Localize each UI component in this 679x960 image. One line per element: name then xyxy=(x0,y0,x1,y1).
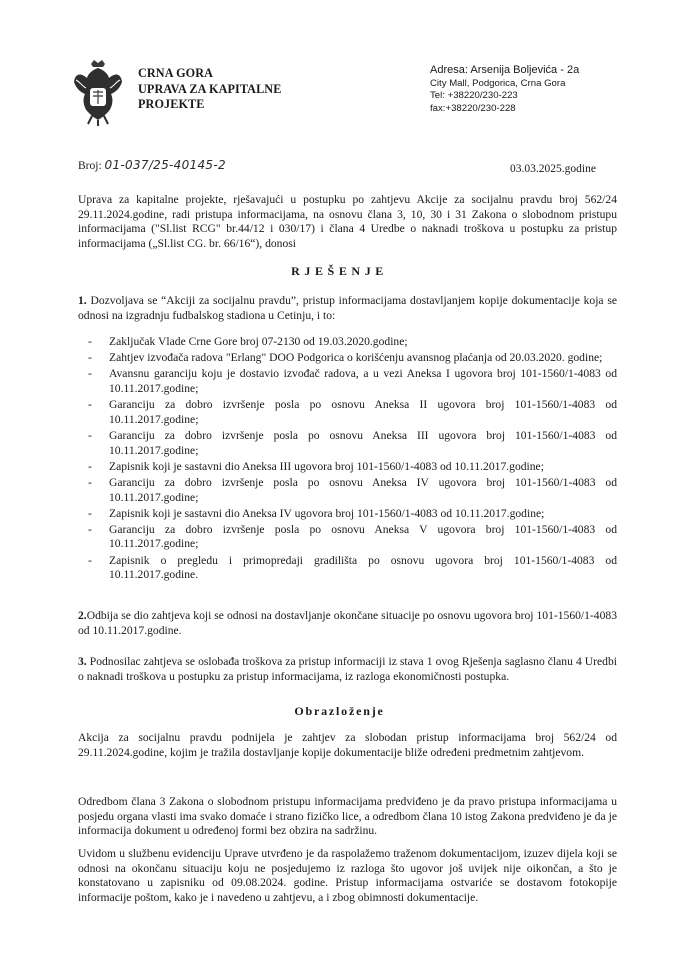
decision-heading: RJEŠENJE xyxy=(291,264,388,278)
point-2: 2.Odbija se dio zahtjeva koji se odnosi na dostavljanje okončane situacije po osnovu ugovora broj 101-1560/1-4083 od 10.11.2017.godine. xyxy=(78,609,617,637)
reasoning-paragraph: Odredbom člana 3 Zakona o slobodnom pristupu informacijama predviđeno je da pravo pristupa informacijama u posjedu organa vlasti ima svako domaće i strano fizičko lice, a odredbom člana 10 istog Zakona predviđeno je da je informacija dokument u određenoj formi bez obzira na sadržinu. xyxy=(78,795,617,838)
list-item: - Avansnu garanciju koju je dostavio izvođač radova, a u vezi Aneksa I ugovora broj 101-1560/1-4083 od 10.11.2017.godine; xyxy=(88,367,617,396)
list-item: - Garanciju za dobro izvršenje posla po osnovu Aneksa II ugovora broj 101-1560/1-4083 od 10.11.2017.godine; xyxy=(88,398,617,427)
list-item: - Garanciju za dobro izvršenje posla po osnovu Aneksa IV ugovora broj 101-1560/1-4083 od 10.11.2017.godine; xyxy=(88,476,617,505)
list-item: - Garanciju za dobro izvršenje posla po osnovu Aneksa V ugovora broj 101-1560/1-4083 od 10.11.2017.godine; xyxy=(88,523,617,552)
reasoning-heading: Obrazloženje xyxy=(294,704,385,718)
list-item: - Zapisnik koji je sastavni dio Aneksa IV ugovora broj 101-1560/1-4083 od 10.11.2017.godine; xyxy=(88,507,617,522)
list-item: - Zahtjev izvođača radova "Erlang" DOO Podgorica o korišćenju avansnog plaćanja od 20.03.2020. godine; xyxy=(88,351,617,366)
phone-line: Tel: +38220/230-223 xyxy=(430,90,518,102)
list-item: - Zapisnik o pregledu i primopredaji gradilišta po osnovu ugovora broj 101-1560/1-4083 od 10.11.2017.godine. xyxy=(88,554,617,583)
list-item: - Zaključak Vlade Crne Gore broj 07-2130 od 19.03.2020.godine; xyxy=(88,335,617,350)
handwritten-reference: 01-037/25-40145-2 xyxy=(104,158,226,172)
address-line: Adresa: Arsenija Boljevića - 2a xyxy=(430,64,580,76)
address-line: City Mall, Podgorica, Crna Gora xyxy=(430,78,566,89)
coat-of-arms-icon xyxy=(72,58,124,126)
organization-name: CRNA GORA UPRAVA ZA KAPITALNE PROJEKTE xyxy=(138,66,282,111)
list-item: - Garanciju za dobro izvršenje posla po osnovu Aneksa III ugovora broj 101-1560/1-4083 od 10.11.2017.godine; xyxy=(88,429,617,458)
fax-line: fax:+38220/230-228 xyxy=(430,102,516,114)
list-item: - Zapisnik koji je sastavni dio Aneksa III ugovora broj 101-1560/1-4083 od 10.11.2017.godine; xyxy=(88,460,617,475)
reference-number: Broj: 01-037/25-40145-2 xyxy=(78,158,226,172)
point-3: 3. Podnosilac zahtjeva se oslobađa troškova za pristup informaciji iz stava 1 ovog Rješenja saglasno članu 4 Uredbi o naknadi troškova u postupku za pristup informacijama, iz razloga ekonomičnosti postupka. xyxy=(78,655,617,683)
contact-address xyxy=(430,62,579,115)
point-1: 1. Dozvoljava se “Akciji za socijalnu pravdu”, pristup informacijama dostavljanjem kopije dokumentacije koja se odnosi na izgradnju fudbalskog stadiona u Cetinju, i to: xyxy=(78,294,617,322)
reasoning-paragraph: Uvidom u službenu evidenciju Uprave utvrđeno je da raspolažemo traženom dokumentacijom, izuzev dijela koji se odnosi na okončanu situaciju koju ne posjedujemo iz razloga što ugovor još uvijek nije oikončan, a što je konstatovano u zapisniku od 09.08.2024. godine. Pristup informacijama ostvariće se dostavom fotokopije informacije poštom, kako je i navedeno u zahtjevu, a i zbog obimnosti dokumentacije. xyxy=(78,847,617,904)
reasoning-paragraph: Akcija za socijalnu pravdu podnijela je zahtjev za slobodan pristup informacijama broj 562/24 od 29.11.2024.godine, kojim je tražila dostavljanje kopije dokumentacije bliže određeni predmetnim zahtjevom. xyxy=(78,731,617,759)
intro-paragraph: Uprava za kapitalne projekte, rješavajući u postupku po zahtjevu Akcije za socijalnu pravdu broj 562/24 29.11.2024.godine, radi pristupa informacijama, na osnovu člana 3, 10, 30 i 31 Zakona o slobodnom pristupu informacijama ("Sl.list RCG" br.44/12 i 030/17) i člana 4 Uredbe o naknadi troškova u postupku za pristup informacijama („Sl.list CG. br. 66/16“), donosi xyxy=(78,193,617,250)
document-date: 03.03.2025.godine xyxy=(510,163,596,175)
document-list xyxy=(88,335,617,584)
